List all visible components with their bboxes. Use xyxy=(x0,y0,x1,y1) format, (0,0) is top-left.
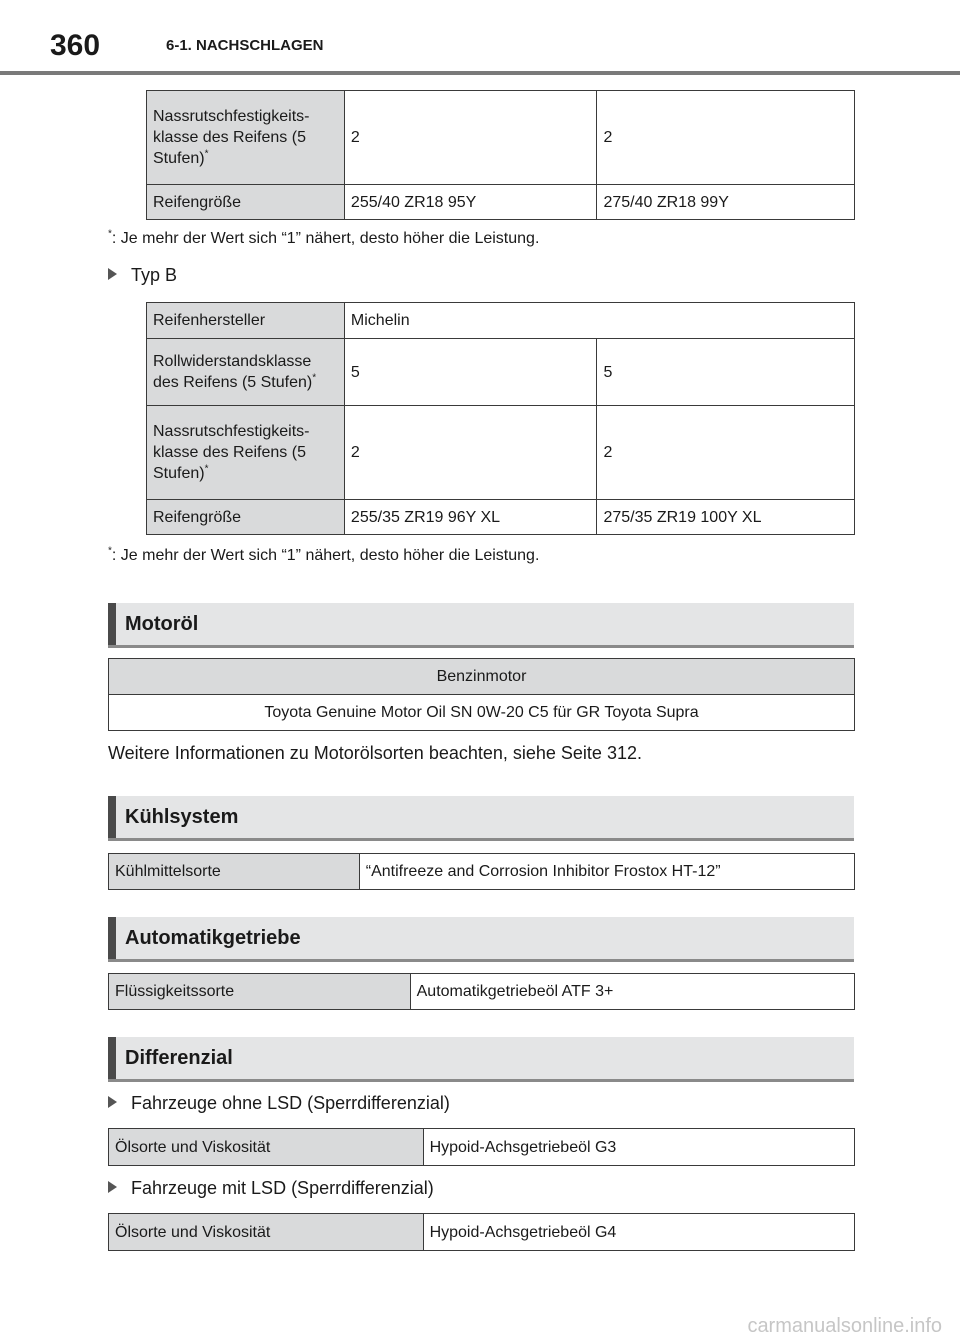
kuehlsystem-table xyxy=(108,853,855,890)
section-heading-differenzial xyxy=(108,1037,854,1082)
table-row xyxy=(147,185,855,220)
table-row xyxy=(109,974,855,1010)
table-row xyxy=(147,303,855,339)
table-cell: 255/35 ZR19 96Y XL xyxy=(344,500,597,535)
page-number: 360 xyxy=(50,29,101,62)
row-label: Ölsorte und Viskosität xyxy=(109,1214,424,1251)
section-heading-automatikgetriebe xyxy=(108,917,854,962)
table-cell: Toyota Genuine Motor Oil SN 0W-20 C5 für GR Toyota Supra xyxy=(109,695,855,731)
differenzial-table-g3 xyxy=(108,1128,855,1166)
bullet-with-lsd: Fahrzeuge mit LSD (Sperrdifferenzial) xyxy=(108,1177,434,1199)
row-label: Rollwiderstandsklasse des Reifens (5 Stufen)* xyxy=(147,339,345,406)
header-divider xyxy=(0,71,960,75)
table-row xyxy=(109,854,855,890)
table-cell: Michelin xyxy=(344,303,854,339)
bullet-triangle-icon xyxy=(108,268,117,280)
heading-text: Kühlsystem xyxy=(125,806,239,828)
row-label: Flüssigkeitssorte xyxy=(109,974,411,1010)
heading-text: Automatikgetriebe xyxy=(125,927,301,949)
heading-text: Differenzial xyxy=(125,1047,233,1069)
table-row xyxy=(109,1214,855,1251)
table-cell: “Antifreeze and Corrosion Inhibitor Frostox HT-12” xyxy=(359,854,854,890)
table-cell: Automatikgetriebeöl ATF 3+ xyxy=(410,974,854,1010)
bullet-triangle-icon xyxy=(108,1181,117,1193)
motoroel-table xyxy=(108,658,855,731)
table-row xyxy=(109,1129,855,1166)
table-row xyxy=(147,339,855,406)
table-cell: 275/35 ZR19 100Y XL xyxy=(597,500,855,535)
table-cell: 255/40 ZR18 95Y xyxy=(344,185,597,220)
table-row xyxy=(147,91,855,185)
table-cell: 5 xyxy=(597,339,855,406)
bullet-typ-b: Typ B xyxy=(108,264,177,286)
footnote-a: *: Je mehr der Wert sich “1” nähert, desto höher die Leistung. xyxy=(108,228,540,247)
table-cell: Hypoid-Achsgetriebeöl G4 xyxy=(423,1214,854,1251)
row-label: Reifenhersteller xyxy=(147,303,345,339)
table-row xyxy=(109,695,855,731)
row-label: Nassrutschfestigkeits-klasse des Reifens (5 Stufen)* xyxy=(147,91,345,185)
automatikgetriebe-table xyxy=(108,973,855,1010)
section-heading-kuehlsystem xyxy=(108,796,854,841)
row-label: Ölsorte und Viskosität xyxy=(109,1129,424,1166)
bullet-without-lsd: Fahrzeuge ohne LSD (Sperrdifferenzial) xyxy=(108,1092,450,1114)
tire-table-a xyxy=(146,90,855,220)
table-cell: 2 xyxy=(597,406,855,500)
section-heading-motoroel xyxy=(108,603,854,648)
motoroel-info: Weitere Informationen zu Motorölsorten beachten, siehe Seite 312. xyxy=(108,743,642,763)
row-label: Reifengröße xyxy=(147,185,345,220)
bullet-triangle-icon xyxy=(108,1096,117,1108)
table-row xyxy=(147,406,855,500)
heading-accent-bar xyxy=(108,796,116,838)
table-cell: 275/40 ZR18 99Y xyxy=(597,185,855,220)
row-label: Nassrutschfestigkeits-klasse des Reifens (5 Stufen)* xyxy=(147,406,345,500)
table-cell: 2 xyxy=(344,91,597,185)
table-row xyxy=(147,500,855,535)
row-label: Reifengröße xyxy=(147,500,345,535)
heading-accent-bar xyxy=(108,917,116,959)
table-row xyxy=(109,659,855,695)
table-cell: Hypoid-Achsgetriebeöl G3 xyxy=(423,1129,854,1166)
heading-accent-bar xyxy=(108,1037,116,1079)
heading-accent-bar xyxy=(108,603,116,645)
footnote-b: *: Je mehr der Wert sich “1” nähert, desto höher die Leistung. xyxy=(108,545,540,564)
heading-text: Motoröl xyxy=(125,613,199,635)
table-cell: 5 xyxy=(344,339,597,406)
table-cell: 2 xyxy=(597,91,855,185)
table-cell: 2 xyxy=(344,406,597,500)
column-header: Benzinmotor xyxy=(109,659,855,695)
section-title: 6-1. NACHSCHLAGEN xyxy=(166,37,324,54)
differenzial-table-g4 xyxy=(108,1213,855,1251)
row-label: Kühlmittelsorte xyxy=(109,854,360,890)
tire-table-b xyxy=(146,302,855,535)
watermark: carmanualsonline.info xyxy=(747,1315,942,1337)
